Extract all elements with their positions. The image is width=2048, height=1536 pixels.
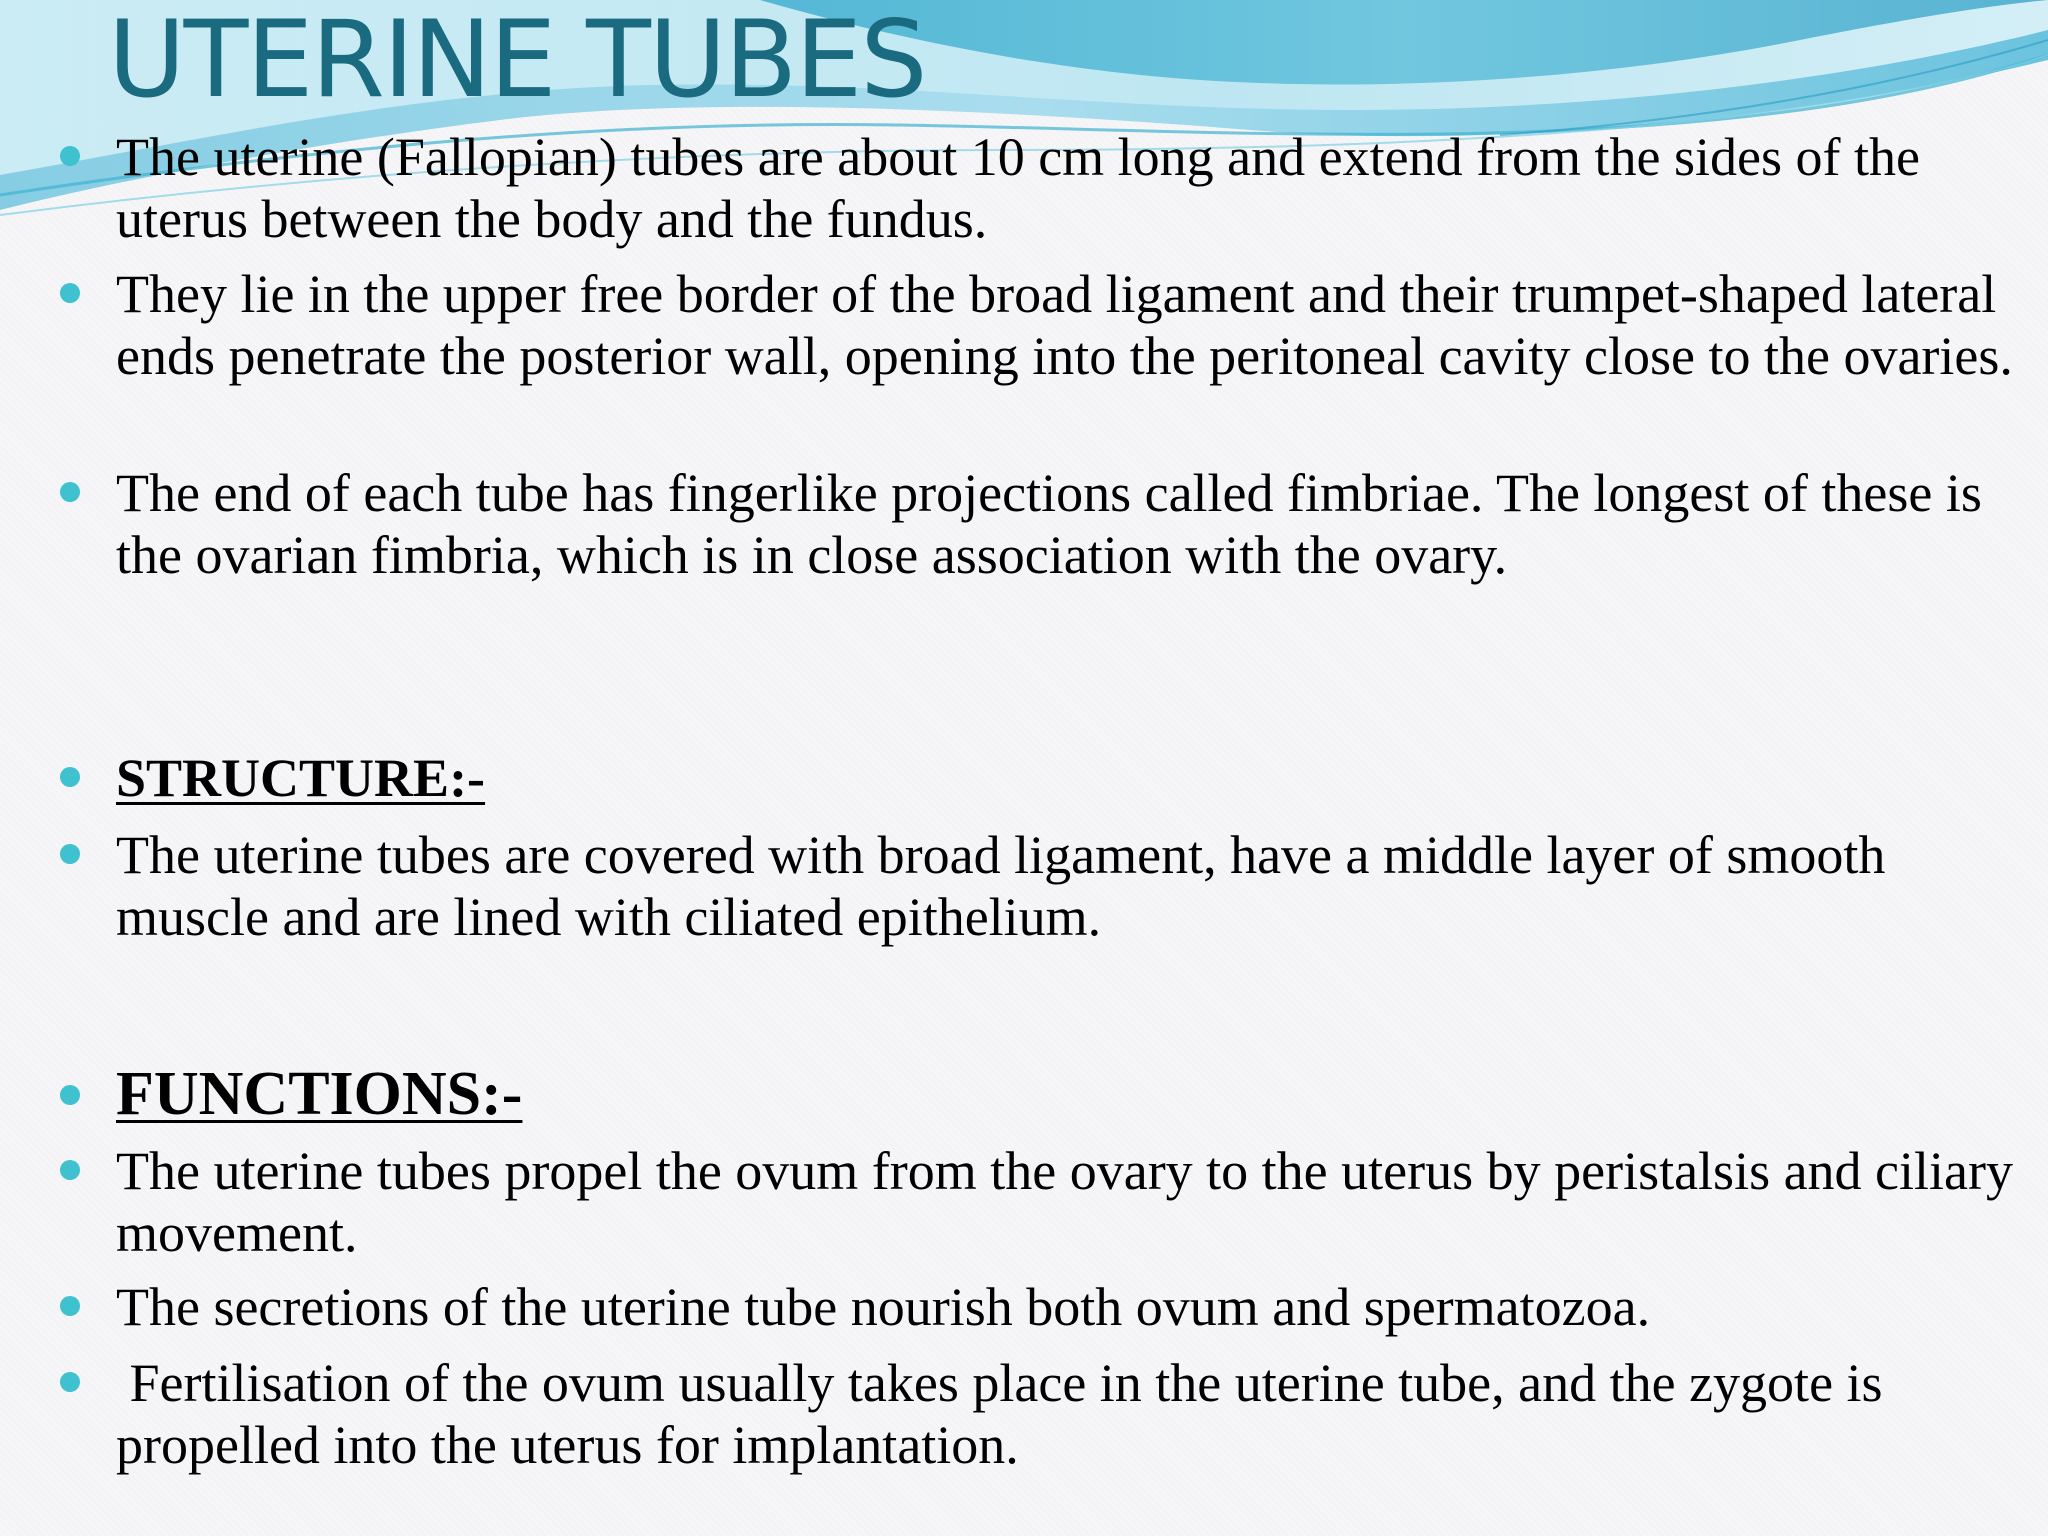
bullet-dot-icon <box>60 844 80 864</box>
bullet-dot-icon <box>60 1372 80 1392</box>
heading-text: STRUCTURE:- <box>116 748 486 808</box>
slide-title: UTERINE TUBES <box>108 0 926 121</box>
bullet-text: Fertilisation of the ovum usually takes place in the uterine tube, and the zygote is propelled into the uterus for implantation. <box>116 1353 1897 1475</box>
bullet-text: They lie in the upper free border of the broad ligament and their trumpet-shaped lateral ends penetrate the posterior wall, opening into the peritoneal cavity close to the ovaries. <box>116 264 2013 386</box>
bullet-dot-icon <box>60 482 80 502</box>
heading-text: FUNCTIONS:- <box>116 1060 523 1128</box>
bullet-text: The end of each tube has fingerlike projections called fimbriae. The longest of these is the ovarian fimbria, which is in close association with the ovary. <box>116 463 1982 585</box>
bullet-dot-icon <box>60 767 80 787</box>
bullet-text: The secretions of the uterine tube nourish both ovum and spermatozoa. <box>116 1277 1651 1337</box>
bullet-dot-icon <box>60 1160 80 1180</box>
bullet-text: The uterine (Fallopian) tubes are about 10 cm long and extend from the sides of the uterus between the body and the fundus. <box>116 127 1920 249</box>
bullet-text: The uterine tubes are covered with broad ligament, have a middle layer of smooth muscle and are lined with ciliated epithelium. <box>116 825 1886 947</box>
bullet-dot-icon <box>60 1085 80 1105</box>
bullet-dot-icon <box>60 1296 80 1316</box>
bullet-text: The uterine tubes propel the ovum from the ovary to the uterus by peristalsis and ciliary movement. <box>116 1141 2013 1263</box>
bullet-dot-icon <box>60 146 80 166</box>
bullet-dot-icon <box>60 283 80 303</box>
